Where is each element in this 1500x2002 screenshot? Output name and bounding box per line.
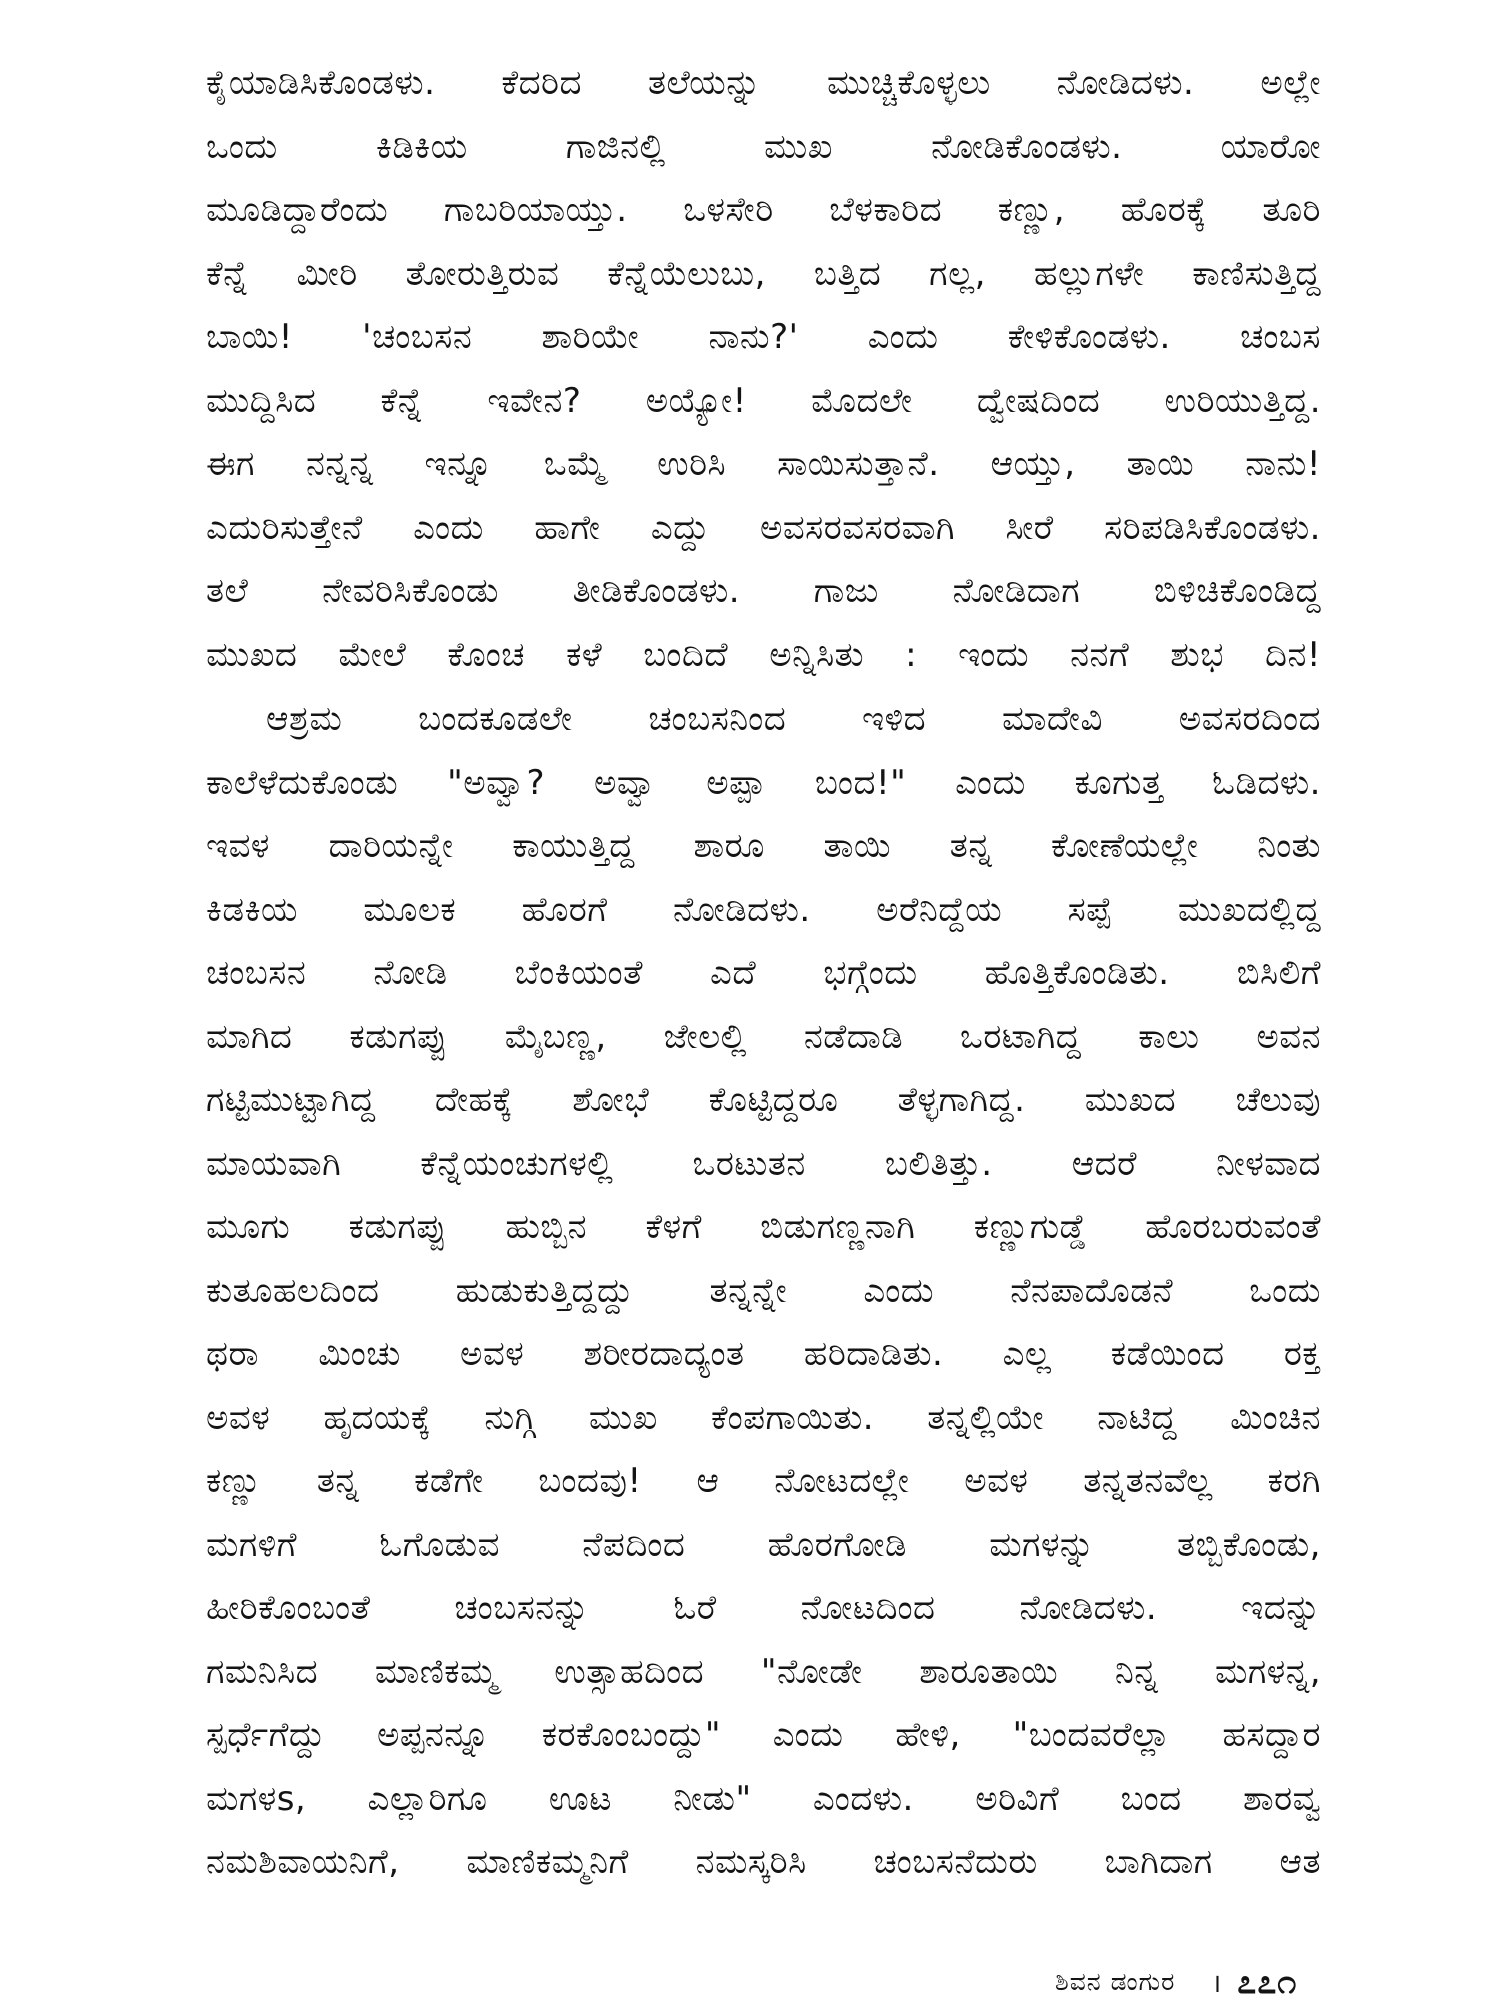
text-line: ಇವಳ ದಾರಿಯನ್ನೇ ಕಾಯುತ್ತಿದ್ದ ಶಾರೂ ತಾಯಿ ತನ್ನ ಕೋಣೆಯಲ್ಲೇ ನಿಂತು [206,826,1321,866]
text-line: ಬಾಯಿ! 'ಚಂಬಸನ ಶಾರಿಯೇ ನಾನು?' ಎಂದು ಕೇಳಿಕೊಂಡಳು. ಚಂಬಸ [206,317,1321,357]
text-line: ಥರಾ ಮಿಂಚು ಅವಳ ಶರೀರದಾದ್ಯಂತ ಹರಿದಾಡಿತು. ಎಲ್ಲ ಕಡೆಯಿಂದ ರಕ್ತ [206,1334,1321,1374]
text-line: ಸ್ಪರ್ಧೆಗೆದ್ದು ಅಪ್ಪನನ್ನೂ ಕರಕೊಂಬಂದ್ದು" ಎಂದು ಹೇಳಿ, "ಬಂದವರೆಲ್ಲಾ ಹಸದ್ದಾರ [206,1715,1321,1755]
text-line: ಕಿಡಕಿಯ ಮೂಲಕ ಹೊರಗೆ ನೋಡಿದಳು. ಅರೆನಿದ್ದೆಯ ಸಪ್ಪೆ ಮುಖದಲ್ಲಿದ್ದ [206,889,1321,930]
text-line: ಕುತೂಹಲದಿಂದ ಹುಡುಕುತ್ತಿದ್ದದ್ದು ತನ್ನನ್ನೇ ಎಂದು ನೆನಪಾದೊಡನೆ ಒಂದು [206,1270,1321,1311]
paragraph-2 [206,688,1321,1895]
text-line: ಗಮನಿಸಿದ ಮಾಣಿಕಮ್ಮ ಉತ್ಸಾಹದಿಂದ "ನೋಡೇ ಶಾರೂತಾಯಿ ನಿನ್ನ ಮಗಳನ್ನ, [206,1651,1321,1692]
text-line: ಮಗಳs, ಎಲ್ಲಾರಿಗೂ ಊಟ ನೀಡು" ಎಂದಳು. ಅರಿವಿಗೆ ಬಂದ ಶಾರವ್ವ [206,1778,1321,1819]
running-title: ಶಿವನ ಡಂಗುರ [1055,1967,1176,1996]
page-footer [1055,1962,1297,2002]
text-line: ಎದುರಿಸುತ್ತೇನೆ ಎಂದು ಹಾಗೇ ಎದ್ದು ಅವಸರವಸರವಾಗಿ ಸೀರೆ ಸರಿಪಡಿಸಿಕೊಂಡಳು. [206,507,1321,548]
text-line: ಈಗ ನನ್ನನ್ನ ಇನ್ನೂ ಒಮ್ಮೆ ಉರಿಸಿ ಸಾಯಿಸುತ್ತಾನೆ. ಆಯ್ತು, ತಾಯಿ ನಾನು! [206,444,1321,484]
text-line: ಕಣ್ಣು ತನ್ನ ಕಡೆಗೇ ಬಂದವು! ಆ ನೋಟದಲ್ಲೇ ಅವಳ ತನ್ನತನವೆಲ್ಲ ಕರಗಿ [206,1461,1321,1501]
text-line: ಮೂಗು ಕಡುಗಪ್ಪು ಹುಬ್ಬಿನ ಕೆಳಗೆ ಬಿಡುಗಣ್ಣನಾಗಿ ಕಣ್ಣುಗುಡ್ಡೆ ಹೊರಬರುವಂತೆ [206,1207,1321,1247]
text-line: ಕೆನ್ನೆ ಮೀರಿ ತೋರುತ್ತಿರುವ ಕೆನ್ನೆಯೆಲುಬು, ಬತ್ತಿದ ಗಲ್ಲ, ಹಲ್ಲುಗಳೇ ಕಾಣಿಸುತ್ತಿದ್ದ [206,253,1321,294]
text-line: ತಲೆ ನೇವರಿಸಿಕೊಂಡು ತೀಡಿಕೊಂಡಳು. ಗಾಜು ನೋಡಿದಾಗ ಬಿಳಿಚಿಕೊಂಡಿದ್ದ [206,571,1321,611]
footer-separator: । [1211,1969,1222,1999]
text-line: ನಮಶಿವಾಯನಿಗೆ, ಮಾಣಿಕಮ್ಮನಿಗೆ ನಮಸ್ಕರಿಸಿ ಚಂಬಸನೆದುರು ಬಾಗಿದಾಗ ಆತ [206,1842,1321,1882]
text-line: ಗಟ್ಟಿಮುಟ್ಟಾಗಿದ್ದ ದೇಹಕ್ಕೆ ಶೋಭೆ ಕೊಟ್ಟಿದ್ದರೂ ತೆಳ್ಳಗಾಗಿದ್ದ. ಮುಖದ ಚೆಲುವು [206,1080,1321,1120]
text-line: ಆಶ್ರಮ ಬಂದಕೂಡಲೇ ಚಂಬಸನಿಂದ ಇಳಿದ ಮಾದೇವಿ ಅವಸರದಿಂದ [266,699,1321,739]
text-line: ಅವಳ ಹೃದಯಕ್ಕೆ ನುಗ್ಗಿ ಮುಖ ಕೆಂಪಗಾಯಿತು. ತನ್ನಲ್ಲಿಯೇ ನಾಟಿದ್ದ ಮಿಂಚಿನ [206,1397,1321,1438]
text-line: ಮಾಗಿದ ಕಡುಗಪ್ಪು ಮೈಬಣ್ಣ, ಜೇಲಲ್ಲಿ ನಡೆದಾಡಿ ಒರಟಾಗಿದ್ದ ಕಾಲು ಅವನ [206,1016,1321,1057]
page-number: ೭೭೧ [1237,1962,1298,2002]
paragraph-1 [206,52,1321,687]
text-line: ಕಾಲೆಳೆದುಕೊಂಡು "ಅವ್ವಾ? ಅವ್ವಾ ಅಪ್ಪಾ ಬಂದ!" ಎಂದು ಕೂಗುತ್ತ ಓಡಿದಳು. [206,762,1321,803]
text-line: ಕೈಯಾಡಿಸಿಕೊಂಡಳು. ಕೆದರಿದ ತಲೆಯನ್ನು ಮುಚ್ಚಿಕೊಳ್ಳಲು ನೋಡಿದಳು. ಅಲ್ಲೇ [206,63,1321,103]
text-line: ಮೂಡಿದ್ದಾರೆಂದು ಗಾಬರಿಯಾಯ್ತು. ಒಳಸೇರಿ ಬೆಳಕಾರಿದ ಕಣ್ಣು, ಹೊರಕ್ಕೆ ತೂರಿ [206,190,1321,230]
text-line: ಹೀರಿಕೊಂಬಂತೆ ಚಂಬಸನನ್ನು ಓರೆ ನೋಟದಿಂದ ನೋಡಿದಳು. ಇದನ್ನು [206,1588,1321,1628]
text-line: ಮಾಯವಾಗಿ ಕೆನ್ನೆಯಂಚುಗಳಲ್ಲಿ ಒರಟುತನ ಬಲಿತಿತ್ತು. ಆದರೆ ನೀಳವಾದ [206,1143,1321,1184]
text-line: ಮುದ್ದಿಸಿದ ಕೆನ್ನೆ ಇವೇನ? ಅಯ್ಯೋ! ಮೊದಲೇ ದ್ವೇಷದಿಂದ ಉರಿಯುತ್ತಿದ್ದ. [206,380,1321,421]
text-line: ಒಂದು ಕಿಡಿಕಿಯ ಗಾಜಿನಲ್ಲಿ ಮುಖ ನೋಡಿಕೊಂಡಳು. ಯಾರೋ [206,126,1321,167]
text-line: ಮಗಳಿಗೆ ಓಗೊಡುವ ನೆಪದಿಂದ ಹೊರಗೋಡಿ ಮಗಳನ್ನು ತಬ್ಬಿಕೊಂಡು, [206,1524,1321,1565]
text-line: ಚಂಬಸನ ನೋಡಿ ಬೆಂಕಿಯಂತೆ ಎದೆ ಭಗ್ಗೆಂದು ಹೊತ್ತಿಕೊಂಡಿತು. ಬಿಸಿಲಿಗೆ [206,953,1321,993]
text-line: ಮುಖದ ಮೇಲೆ ಕೊಂಚ ಕಳೆ ಬಂದಿದೆ ಅನ್ನಿಸಿತು : ಇಂದು ನನಗೆ ಶುಭ ದಿನ! [206,634,1321,675]
